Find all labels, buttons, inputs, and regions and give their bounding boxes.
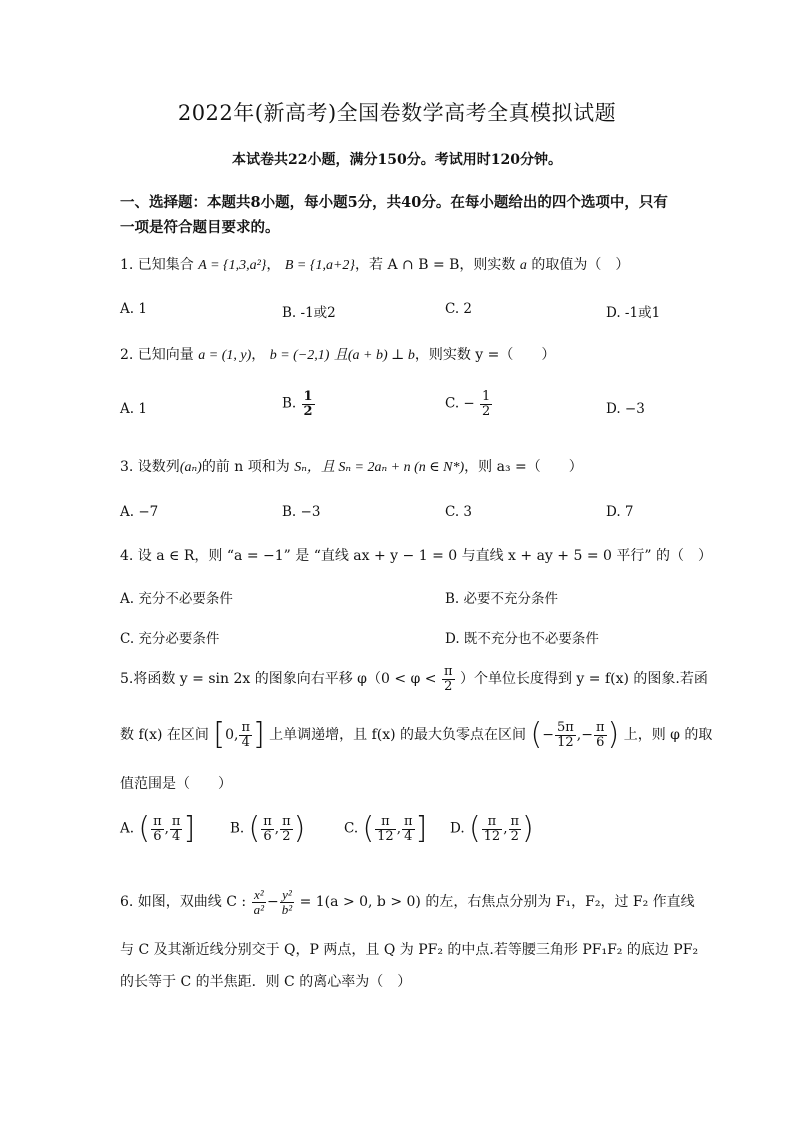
q2-prefix: 2. 已知向量 (120, 347, 194, 363)
section-heading: 一、选择题：本题共8小题，每小题5分，共40分。在每小题给出的四个选项中，只有一项是符合题目要求的。 (120, 194, 668, 236)
q5-option-c-upper (402, 815, 415, 843)
q5-option-b-right: ) (293, 811, 306, 846)
q5-option-a[interactable]: A. ( $\frac{\pi}{6}$ , $\frac{\pi}{4}$ ] (120, 811, 196, 846)
q2-vector-b: b = (−2,1) (269, 348, 330, 363)
q5-option-a-d2: 4 (172, 828, 181, 844)
q4-option-c[interactable]: C. 充分必要条件 (120, 631, 220, 647)
q6-fraction-y-num: y² (280, 888, 294, 903)
q3-tail: ，则 a₃ =（ ） (464, 459, 583, 475)
q5-option-d-label: D. (450, 820, 465, 837)
q5-option-b-d2: 2 (282, 828, 291, 844)
question-6-line-1: 6. 如图，双曲线 C : $\frac{\text{x²}}{\text{a²}}$ − $\frac{\text{y²}}{\text{b²}}$ = 1(a > 0, b > 0) 的左，右焦点分别为 F₁，F₂，过 F₂ 作直线 (120, 887, 695, 917)
q5-option-b-left: ( (248, 811, 261, 846)
question-6-line-3: 的长等于 C 的半焦距．则 C 的离心率为（ ） (120, 974, 412, 990)
q2-option-c-fraction (480, 390, 492, 418)
q5-option-b-n1: π (263, 813, 272, 829)
question-5-line-2: 数 f(x) 在区间 [0, $\frac{\pi}{4}$ ] 上单调递增，且 f(x) 的最大负零点在区间 (− $\frac{5\pi}{12}$ ,− $\frac{\pi}{6}$ ) 上，则 φ 的取 (120, 717, 713, 752)
q5-interval2-left-paren: ( (530, 717, 543, 752)
q1-option-c[interactable]: C. 2 (445, 301, 473, 317)
q5-option-a-n1: π (153, 813, 162, 829)
q5-option-a-n2: π (171, 813, 181, 829)
q3-option-b[interactable]: B. −3 (282, 504, 321, 520)
q5-option-c-d1: 12 (377, 828, 394, 844)
q5-option-a-label: A. (120, 820, 135, 837)
q2-option-b-fraction (302, 390, 315, 418)
q3-condition: ，且 Sₙ = 2aₙ + n (n ∈ N*) (306, 460, 465, 475)
q6-line1-start: 6. 如图，双曲线 C : (120, 894, 247, 911)
q5-option-d[interactable]: D. ( $\frac{\pi}{12}$ , $\frac{\pi}{2}$ ) (450, 811, 534, 846)
q3-sequence: (aₙ) (179, 460, 202, 475)
q6-fraction-x-num: x² (252, 888, 266, 903)
q2-option-b-den: 2 (303, 403, 313, 419)
q5-option-b-lower (261, 815, 274, 843)
q5-interval1-den: 4 (241, 734, 250, 750)
q5-option-b-n2: π (282, 813, 291, 829)
q5-interval2-fraction-1 (555, 721, 576, 749)
q5-interval2-num1: 5π (556, 719, 574, 735)
q1-prefix: 1. 已知集合 (120, 257, 194, 273)
q3-option-c[interactable]: C. 3 (445, 504, 473, 520)
q3-sum: Sₙ (294, 460, 307, 475)
q1-set-a: A = {1,3,a²} (198, 258, 267, 273)
question-6-line-2: 与 C 及其渐近线分别交于 Q，P 两点，且 Q 为 PF₂ 的中点.若等腰三角形 PF₁F₂ 的底边 PF₂ (120, 942, 699, 958)
q5-interval2-den2: 6 (596, 734, 605, 750)
q5-option-a-lower (151, 815, 164, 843)
q5-option-c[interactable]: C. ( $\frac{\pi}{12}$ , $\frac{\pi}{4}$ ] (344, 811, 428, 846)
q2-option-b-label: B. (282, 395, 297, 412)
q5-interval1-num: π (241, 719, 250, 735)
q6-fraction-x (252, 888, 266, 916)
q2-option-c-label: C. − (445, 395, 475, 412)
q2-option-c-den: 2 (482, 403, 491, 419)
q5-option-a-right: ] (183, 811, 196, 846)
q5-interval2-fraction-2 (594, 721, 607, 749)
q5-option-d-upper (509, 815, 522, 843)
q1-option-b[interactable]: B. -1或2 (282, 305, 336, 321)
q5-option-c-n1: π (375, 815, 396, 830)
q6-line1-end: = 1(a > 0, b > 0) 的左，右焦点分别为 F₁，F₂，过 F₂ 作直线 (299, 894, 695, 911)
page-title: 2022年(新高考)全国卷数学高考全真模拟试题 (177, 101, 617, 125)
q5-phi-bound (442, 665, 455, 693)
q5-option-d-right: ) (522, 811, 534, 846)
q1-set-b: B = {1,a+2} (284, 258, 356, 273)
q1-tail: 的取值为（ ） (531, 257, 630, 273)
q1-option-d[interactable]: D. -1或1 (606, 305, 661, 321)
question-1 (120, 254, 629, 274)
q2-option-a[interactable]: A. 1 (120, 401, 147, 417)
q5-line1-end: ）个单位长度得到 y = f(x) 的图象.若函 (459, 671, 708, 688)
question-3 (120, 456, 583, 476)
q2-option-c[interactable] (445, 390, 493, 418)
q2-condition: 且(a + b) ⊥ b (333, 348, 415, 363)
q4-option-d[interactable]: D. 既不充分也不必要条件 (445, 631, 599, 647)
q5-option-c-label: C. (344, 820, 359, 837)
q2-vector-a: a = (1, y) (198, 348, 252, 363)
q1-separator: ， (266, 257, 281, 273)
q5-option-a-d1: 6 (153, 828, 162, 844)
q4-option-b[interactable]: B. 必要不充分条件 (445, 591, 559, 607)
q3-option-a[interactable]: A. −7 (120, 504, 159, 520)
q3-prefix: 3. 设数列 (120, 459, 180, 475)
q5-line2-middle: 上单调递增，且 f(x) 的最大负零点在区间 (269, 727, 527, 743)
q1-option-a[interactable]: A. 1 (120, 301, 147, 317)
q6-fraction-y (280, 888, 294, 916)
question-2: 2. 已知向量 a = (1, y)， b = (−2,1) 且(a + b) ⊥ b，则实数 y =（ ） (120, 347, 556, 363)
q2-option-d[interactable]: D. −3 (606, 401, 645, 417)
question-5-line-3: 值范围是（ ） (120, 776, 232, 792)
q1-condition: ，若 A ∩ B = B，则实数 (355, 257, 516, 273)
exam-instructions: 本试卷共22小题，满分150分。考试用时120分钟。 (232, 152, 562, 168)
question-5-line-1 (120, 665, 708, 693)
q5-option-d-d2: 2 (510, 828, 519, 844)
q5-phi-bound-den: 2 (444, 678, 453, 694)
q2-tail: ，则实数 y =（ ） (414, 347, 556, 363)
q5-interval2-num2: π (595, 719, 605, 735)
q5-line1-start: 5.将函数 y = sin 2x 的图象向右平移 φ（0 < φ < (120, 671, 437, 688)
q5-option-d-left: ( (468, 811, 481, 846)
q5-interval1-right-bracket: ] (252, 717, 265, 752)
q5-option-d-n1: π (482, 815, 503, 830)
q5-interval2-right-paren: ) (607, 717, 620, 752)
q5-phi-bound-num: π (443, 664, 453, 679)
q3-option-d[interactable]: D. 7 (606, 504, 634, 520)
q6-fraction-x-den: a² (253, 901, 264, 917)
q5-option-a-upper (170, 815, 183, 843)
q5-option-a-left: ( (138, 811, 151, 846)
question-4: 4. 设 a ∈ R，则 “a = −1” 是 “直线 ax + y − 1 = 0 与直线 x + ay + 5 = 0 平行” 的（ ） (120, 548, 712, 564)
q5-option-c-right: ] (415, 811, 428, 846)
q5-option-c-n2: π (404, 813, 413, 829)
q1-variable: a (519, 258, 527, 273)
q5-interval1-left: 0, (225, 727, 239, 743)
q5-option-c-lower (375, 815, 396, 843)
q5-interval1-fraction (239, 721, 252, 749)
q5-option-b-d1: 6 (263, 828, 272, 844)
q2-option-c-num: 1 (482, 389, 491, 404)
q2-option-b[interactable] (282, 390, 316, 418)
q5-option-d-d1: 12 (483, 828, 501, 844)
q6-fraction-y-den: b² (281, 901, 293, 917)
q5-interval2-den1: 12 (557, 734, 574, 750)
q4-option-a[interactable]: A. 充分不必要条件 (120, 591, 233, 607)
q5-option-d-n2: π (510, 813, 520, 829)
q5-option-b-upper (280, 815, 293, 843)
q5-option-c-left: ( (362, 811, 375, 846)
q5-line2-end: 上，则 φ 的取 (623, 727, 713, 743)
q5-option-c-d2: 4 (404, 828, 413, 844)
q3-middle: 的前 n 项和为 (201, 459, 290, 475)
q5-interval1-left-bracket: [ (213, 717, 226, 752)
q2-option-b-num: 1 (303, 389, 313, 404)
q5-option-b[interactable]: B. ( $\frac{\pi}{6}$ , $\frac{\pi}{2}$ ) (230, 811, 306, 846)
q5-line2-start: 数 f(x) 在区间 (120, 727, 209, 743)
q5-option-b-label: B. (230, 820, 245, 837)
q5-option-d-lower (482, 815, 503, 843)
